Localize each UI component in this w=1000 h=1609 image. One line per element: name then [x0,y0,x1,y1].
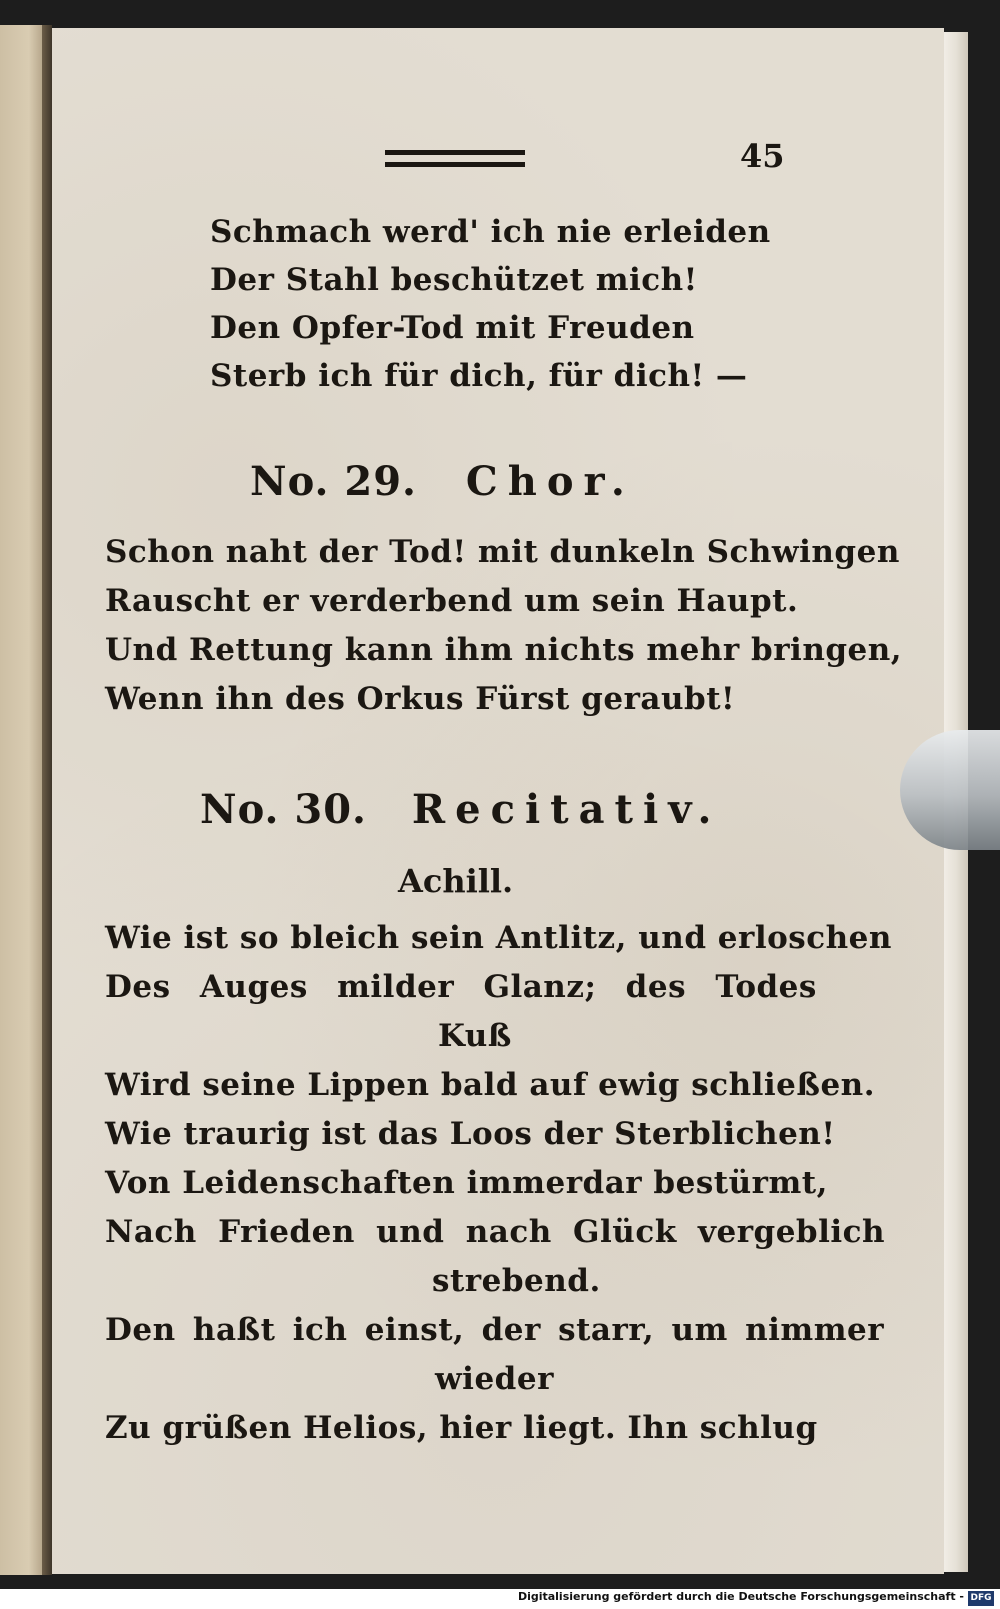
verse-line-continuation: Kuß [438,1018,512,1054]
verse-line: Wie ist so bleich sein Antlitz, und erloschen [105,920,892,956]
verse-line: Wenn ihn des Orkus Fürst geraubt! [105,681,736,717]
verse-line: Zu grüßen Helios, hier liegt. Ihn schlug [105,1410,818,1446]
section-title: Chor. [465,458,635,505]
verse-line: Den haßt ich einst, der starr, um nimmer [105,1312,885,1348]
verse-line: Rauscht er verderbend um sein Haupt. [105,583,799,619]
header-rule-top [385,150,525,155]
verse-line: Von Leidenschaften immerdar bestürmt, [105,1165,828,1201]
verse-line: Des Auges milder Glanz; des Todes [105,969,817,1005]
section-number: No. 30. [200,786,367,833]
verse-line: Wird seine Lippen bald auf ewig schließen. [105,1067,875,1103]
section-title: Recitativ. [411,786,722,833]
book-gutter [42,25,52,1575]
verse-line: Wie traurig ist das Loos der Sterblichen! [105,1116,836,1152]
section-heading-30 [200,786,721,833]
section-heading-29 [250,458,635,505]
header-rule-bottom [385,162,525,167]
speaker-name: Achill. [398,862,514,900]
page-number: 45 [740,137,785,175]
verse-line-continuation: strebend. [432,1263,601,1299]
verse-line: Schon naht der Tod! mit dunkeln Schwingen [105,534,900,570]
verse-line: Und Rettung kann ihm nichts mehr bringen, [105,632,903,668]
verse-line: Schmach werd' ich nie erleiden [210,214,771,250]
dfg-logo-icon: DFG [968,1591,994,1606]
verse-line: Den Opfer-Tod mit Freuden [210,310,695,346]
verse-line: Sterb ich für dich, für dich! — [210,358,748,394]
verse-line: Der Stahl beschützet mich! [210,262,698,298]
verse-line-continuation: wieder [435,1361,554,1397]
verse-line: Nach Frieden und nach Glück vergeblich [105,1214,886,1250]
previous-page-edge [0,25,48,1575]
section-number: No. 29. [250,458,417,505]
footer-credit: Digitalisierung gefördert durch die Deutsche Forschungsgemeinschaft - [517,1590,964,1603]
